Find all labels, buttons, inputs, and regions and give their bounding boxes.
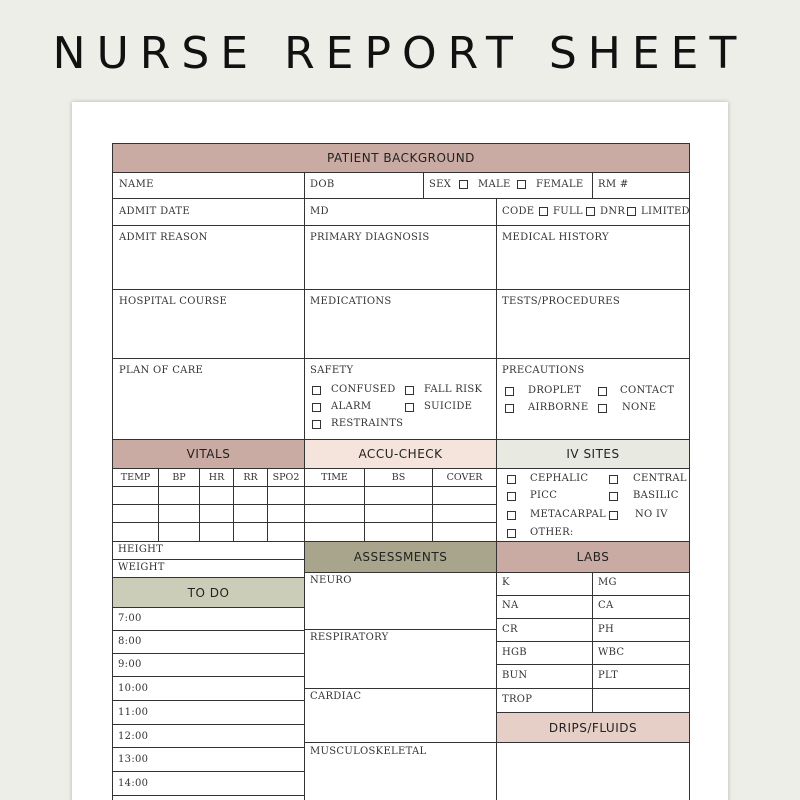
respiratory-label: RESPIRATORY <box>310 632 389 643</box>
male-checkbox[interactable] <box>459 180 468 189</box>
lab-cell[interactable] <box>496 572 593 596</box>
vitals-cell[interactable] <box>199 486 234 505</box>
accu-cell[interactable] <box>432 522 497 542</box>
none-label: NONE <box>622 402 657 413</box>
medical-history-label: MEDICAL HISTORY <box>502 232 609 243</box>
primary-diagnosis-label: PRIMARY DIAGNOSIS <box>310 232 430 243</box>
lab-label: CR <box>502 624 518 635</box>
airborne-checkbox[interactable] <box>505 404 514 413</box>
tests-procedures-label: TESTS/PROCEDURES <box>502 296 621 307</box>
accu-cell[interactable] <box>364 522 433 542</box>
vitals-cell[interactable] <box>112 486 159 505</box>
hospital-course-label: HOSPITAL COURSE <box>119 296 228 307</box>
lab-label: PLT <box>598 670 619 681</box>
md-field[interactable] <box>304 198 497 226</box>
droplet-checkbox[interactable] <box>505 387 514 396</box>
no-iv-label: NO IV <box>635 509 668 520</box>
accu-col-bs: BS <box>364 468 433 487</box>
vitals-col-spo2: SPO2 <box>267 468 305 487</box>
contact-checkbox[interactable] <box>598 387 607 396</box>
todo-time: 12:00 <box>118 731 149 742</box>
restraints-label: RESTRAINTS <box>331 418 404 429</box>
lab-cell[interactable] <box>592 688 690 713</box>
vitals-cell[interactable] <box>112 522 159 542</box>
page-title: NURSE REPORT SHEET <box>52 28 748 79</box>
restraints-checkbox[interactable] <box>312 420 321 429</box>
todo-row[interactable] <box>112 795 305 800</box>
none-checkbox[interactable] <box>598 404 607 413</box>
contact-label: CONTACT <box>620 385 675 396</box>
confused-label: CONFUSED <box>331 384 396 395</box>
musculoskeletal-label: MUSCULOSKELETAL <box>310 746 427 757</box>
male-label: MALE <box>478 179 511 190</box>
accu-check-header: ACCU-CHECK <box>304 439 497 469</box>
drips-fluids-header: DRIPS/FLUIDS <box>496 712 690 743</box>
neuro-label: NEURO <box>310 575 352 586</box>
vitals-cell[interactable] <box>158 504 200 523</box>
todo-time: 13:00 <box>118 754 149 765</box>
suicide-label: SUICIDE <box>424 401 473 412</box>
lab-label: BUN <box>502 670 528 681</box>
no-iv-checkbox[interactable] <box>609 511 618 520</box>
metacarpal-label: METACARPAL <box>530 509 606 520</box>
vitals-col-temp: TEMP <box>112 468 159 487</box>
metacarpal-checkbox[interactable] <box>507 511 516 520</box>
vitals-cell[interactable] <box>267 504 305 523</box>
dnr-checkbox[interactable] <box>586 207 595 216</box>
vitals-cell[interactable] <box>267 486 305 505</box>
limited-label: LIMITED <box>641 206 690 217</box>
assessments-header: ASSESSMENTS <box>304 541 497 573</box>
todo-time: 14:00 <box>118 778 149 789</box>
female-label: FEMALE <box>536 179 584 190</box>
alarm-label: ALARM <box>331 401 372 412</box>
full-checkbox[interactable] <box>539 207 548 216</box>
airborne-label: AIRBORNE <box>528 402 589 413</box>
precautions-label: PRECAUTIONS <box>502 365 585 376</box>
vitals-col-hr: HR <box>199 468 234 487</box>
vitals-header: VITALS <box>112 439 305 469</box>
accu-cell[interactable] <box>432 504 497 523</box>
female-checkbox[interactable] <box>517 180 526 189</box>
accu-col-time: TIME <box>304 468 365 487</box>
todo-time: 7:00 <box>118 613 142 624</box>
accu-cell[interactable] <box>304 486 365 505</box>
vitals-cell[interactable] <box>112 504 159 523</box>
vitals-cell[interactable] <box>199 522 234 542</box>
fall-risk-checkbox[interactable] <box>405 386 414 395</box>
todo-header: TO DO <box>112 577 305 608</box>
accu-cell[interactable] <box>432 486 497 505</box>
dnr-label: DNR <box>600 206 626 217</box>
limited-checkbox[interactable] <box>627 207 636 216</box>
vitals-cell[interactable] <box>233 522 268 542</box>
weight-label: WEIGHT <box>118 562 165 573</box>
cephalic-label: CEPHALIC <box>530 473 589 484</box>
accu-cell[interactable] <box>364 504 433 523</box>
lab-label: TROP <box>502 694 533 705</box>
picc-label: PICC <box>530 490 558 501</box>
vitals-cell[interactable] <box>158 522 200 542</box>
name-label: NAME <box>119 179 154 190</box>
todo-time: 11:00 <box>118 707 149 718</box>
todo-time: 8:00 <box>118 636 142 647</box>
vitals-cell[interactable] <box>158 486 200 505</box>
lab-label: WBC <box>598 647 625 658</box>
todo-time: 9:00 <box>118 659 142 670</box>
accu-col-cover: COVER <box>432 468 497 487</box>
patient-background-header: PATIENT BACKGROUND <box>112 143 690 173</box>
central-label: CENTRAL <box>633 473 687 484</box>
md-label: MD <box>310 206 329 217</box>
cephalic-checkbox[interactable] <box>507 475 516 484</box>
basilic-checkbox[interactable] <box>609 492 618 501</box>
labs-header: LABS <box>496 541 690 573</box>
vitals-col-rr: RR <box>233 468 268 487</box>
plan-of-care-label: PLAN OF CARE <box>119 365 204 376</box>
lab-label: PH <box>598 624 615 635</box>
full-label: FULL <box>553 206 583 217</box>
admit-date-label: ADMIT DATE <box>119 206 190 217</box>
alarm-checkbox[interactable] <box>312 403 321 412</box>
central-checkbox[interactable] <box>609 475 618 484</box>
fall-risk-label: FALL RISK <box>424 384 483 395</box>
lab-label: CA <box>598 600 614 611</box>
lab-label: HGB <box>502 647 527 658</box>
todo-time: 10:00 <box>118 683 149 694</box>
lab-label: NA <box>502 600 519 611</box>
sex-label: SEX <box>429 179 452 190</box>
vitals-cell[interactable] <box>233 504 268 523</box>
accu-cell[interactable] <box>304 504 365 523</box>
vitals-col-bp: BP <box>158 468 200 487</box>
other-label: OTHER: <box>530 527 574 538</box>
lab-label: MG <box>598 577 617 588</box>
lab-label: K <box>502 577 510 588</box>
admit-reason-label: ADMIT REASON <box>119 232 208 243</box>
drips-fluids-field[interactable] <box>496 742 690 800</box>
dob-label: DOB <box>310 179 335 190</box>
vitals-cell[interactable] <box>233 486 268 505</box>
other-checkbox[interactable] <box>507 529 516 538</box>
safety-label: SAFETY <box>310 365 354 376</box>
vitals-cell[interactable] <box>267 522 305 542</box>
accu-cell[interactable] <box>304 522 365 542</box>
suicide-checkbox[interactable] <box>405 403 414 412</box>
rm-label: RM # <box>598 179 629 190</box>
confused-checkbox[interactable] <box>312 386 321 395</box>
iv-sites-header: IV SITES <box>496 439 690 469</box>
code-label: CODE <box>502 206 535 217</box>
accu-cell[interactable] <box>364 486 433 505</box>
cardiac-label: CARDIAC <box>310 691 362 702</box>
height-label: HEIGHT <box>118 544 164 555</box>
droplet-label: DROPLET <box>528 385 582 396</box>
basilic-label: BASILIC <box>633 490 679 501</box>
vitals-cell[interactable] <box>199 504 234 523</box>
picc-checkbox[interactable] <box>507 492 516 501</box>
medications-label: MEDICATIONS <box>310 296 392 307</box>
